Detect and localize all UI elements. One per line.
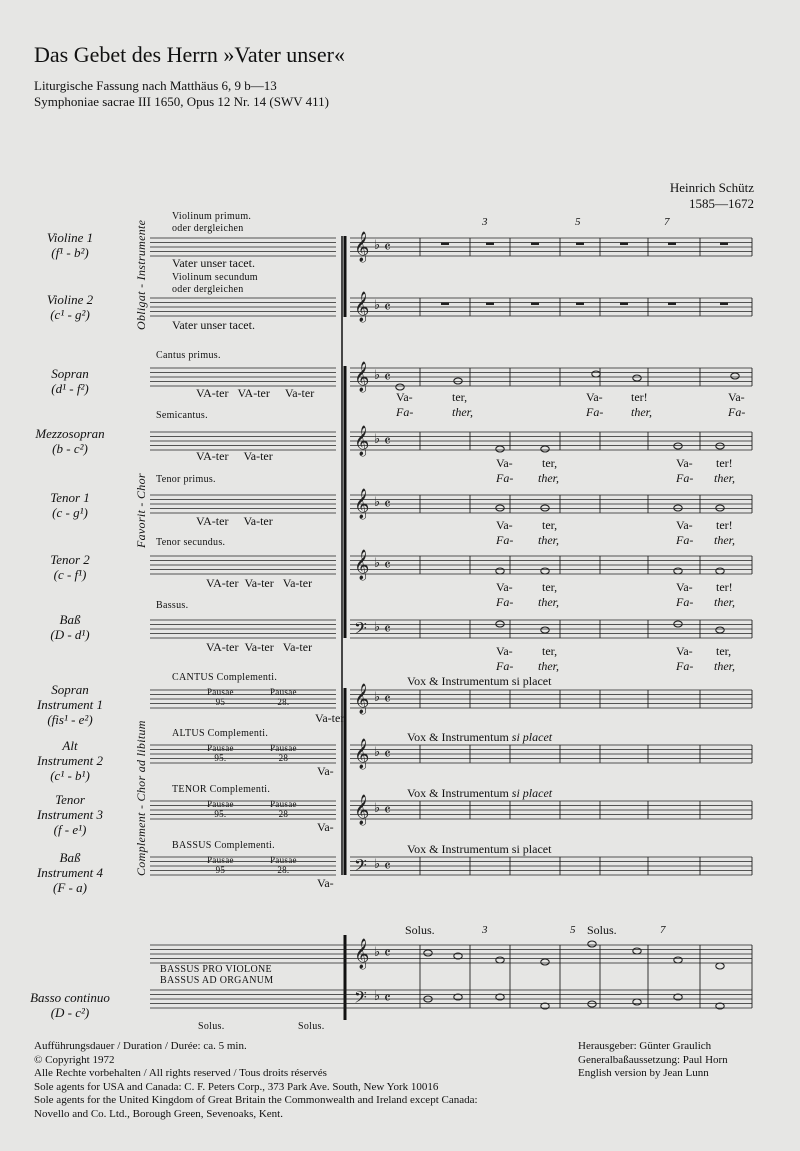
incipit-tenor2: Tenor secundus.	[156, 537, 226, 548]
incipit-soprano: Cantus primus.	[156, 350, 221, 361]
time-bc-bass: 𝄴	[384, 989, 391, 1007]
key-flat-mezzosopran: ♭	[374, 432, 381, 447]
incipit-c3-lyric-va: Va-	[317, 820, 334, 834]
editor: Herausgeber: Günter Graulich	[578, 1040, 712, 1052]
note-m-3	[674, 443, 682, 449]
pausae-c3-b: Pausae 28	[270, 799, 297, 819]
incipit-v1-b: oder dergleichen	[172, 223, 244, 234]
bc-solus-label-2: Solus.	[587, 923, 617, 937]
time-sig-tenor-1: 𝄴	[384, 495, 391, 513]
lyric-t2-ther-2: ther,	[714, 595, 735, 609]
note-bc-t-1	[424, 950, 432, 956]
key-flat-compl-2: ♭	[374, 745, 381, 760]
lyric-t2-ter: ter,	[542, 580, 558, 594]
lyric-t2-ther: ther,	[538, 595, 559, 609]
duration: Aufführungsdauer / Duration / Durée: ca. 5 min.	[34, 1040, 247, 1052]
lyric-m-va: Va-	[496, 456, 513, 470]
note-bc-b-6	[633, 999, 641, 1005]
lyric-s-fa-2: Fa-	[586, 405, 604, 419]
note-bc-t-5	[588, 941, 596, 947]
note-t2-2	[541, 568, 549, 574]
note-t2-1	[496, 568, 504, 574]
rest-violine-1-5	[668, 243, 676, 246]
rest-violine-1-6	[720, 243, 728, 246]
group-favorit: Favorit - Chor	[134, 473, 148, 548]
note-b-3	[674, 621, 682, 627]
note-bc-t-7	[674, 957, 682, 963]
vox-c3: Vox & Instrumentum si placet	[407, 786, 553, 800]
lyric-t1-fa-2: Fa-	[676, 533, 694, 547]
instrument-bass: Baß (D - d¹)	[50, 612, 90, 642]
instrument-tenor-2: Tenor 2 (c - f¹)	[50, 552, 90, 582]
incipit-v1-a: Violinum primum.	[172, 211, 252, 222]
group-obligat: Obligat - Instrumente	[134, 219, 148, 330]
instrument-mezzosopran: Mezzosopran (b - c²)	[35, 426, 105, 456]
note-s-4	[633, 375, 641, 381]
lyric-s-ther: ther,	[452, 405, 473, 419]
bass-realization: Generalbaßaussetzung: Paul Horn	[578, 1053, 728, 1066]
incipit-mezzo: Semicantus.	[156, 410, 208, 421]
rest-violine-2-1	[486, 303, 494, 306]
instrument-violine-1: Violine 1 (f¹ - b²)	[46, 230, 94, 260]
agents-usa: Sole agents for USA and Canada: C. F. Peters Corp., 373 Park Ave. South, New York 10016	[34, 1080, 439, 1093]
incipit-tenor1: Tenor primus.	[156, 474, 216, 485]
lyric-m-fa-2: Fa-	[676, 471, 694, 485]
lyric-s-ter: ter,	[452, 390, 468, 404]
rest-violine-2-2	[531, 303, 539, 306]
pausae-c1-a: Pausae 95	[207, 687, 234, 707]
note-s-5	[731, 373, 739, 379]
note-b-4	[716, 627, 724, 633]
clef-bass: 𝄢	[354, 618, 367, 642]
incipit-c2: ALTUS Complementi.	[172, 728, 269, 739]
note-t2-4	[716, 568, 724, 574]
incipit-bc-2: BASSUS AD ORGANUM	[160, 975, 274, 986]
note-b-2	[541, 627, 549, 633]
copyright: © Copyright 1972	[34, 1053, 115, 1066]
note-m-2	[541, 446, 549, 452]
measure-number-3: 3	[482, 216, 488, 228]
instrument-basso-continuo: Basso continuo (D - c²)	[30, 990, 110, 1020]
clef-compl-1: 𝄞	[354, 684, 370, 714]
lyric-b-ter-2: ter,	[716, 644, 732, 658]
lyric-s-fa: Fa-	[396, 405, 414, 419]
lyric-m-ther-2: ther,	[714, 471, 735, 485]
lyric-b-va-2: Va-	[676, 644, 693, 658]
rest-violine-1-2	[531, 243, 539, 246]
lyric-s-va-3: Va-	[728, 390, 745, 404]
clef-tenor-1: 𝄞	[354, 489, 370, 519]
incipit-c4-lyric-va: Va-	[317, 876, 334, 890]
note-b-1	[496, 621, 504, 627]
lyric-t1-ther-2: ther,	[714, 533, 735, 547]
incipit-v2-b: oder dergleichen	[172, 284, 244, 295]
key-flat-violine-2: ♭	[374, 298, 381, 313]
key-flat-compl-4: ♭	[374, 857, 381, 872]
clef-compl-4: 𝄢	[354, 855, 367, 879]
pausae-c4-b: Pausae 28.	[270, 855, 297, 875]
agents-uk: Sole agents for the United Kingdom of Great Britain the Commonwealth and Ireland except Canada:	[34, 1094, 478, 1106]
instrument-bass-4: Baß Instrument 4 (F - a)	[36, 850, 104, 895]
key-flat-tenor-1: ♭	[374, 495, 381, 510]
time-sig-bass: 𝄴	[384, 620, 391, 638]
lyric-t2-ter-2: ter!	[716, 580, 733, 594]
rest-violine-1-0	[441, 243, 449, 246]
pausae-c2-a: Pausae 95.	[207, 743, 234, 763]
subtitle-source: Liturgische Fassung nach Matthäus 6, 9 b—13	[34, 78, 277, 93]
incipit-lyric-t1: VA-ter Va-ter	[196, 514, 273, 528]
rest-violine-2-6	[720, 303, 728, 306]
key-flat-sopran: ♭	[374, 368, 381, 383]
instrument-sopran-1: Sopran Instrument 1 (fis¹ - e²)	[36, 682, 104, 727]
lyric-s-ter-2: ter!	[631, 390, 648, 404]
time-sig-violine-2: 𝄴	[384, 298, 391, 316]
rest-violine-1-4	[620, 243, 628, 246]
measure-number-5: 5	[575, 216, 581, 228]
incipit-bc-1: BASSUS PRO VIOLONE	[160, 964, 272, 975]
time-sig-compl-2: 𝄴	[384, 745, 391, 763]
rest-violine-1-1	[486, 243, 494, 246]
clef-bc-treble: 𝄞	[354, 939, 370, 969]
vox-c1: Vox & Instrumentum si placet	[407, 674, 552, 688]
note-t1-3	[674, 505, 682, 511]
footer-left	[34, 1040, 478, 1121]
incipit-lyric-b: VA-ter Va-ter Va-ter	[206, 640, 313, 654]
note-bc-t-6	[633, 948, 641, 954]
key-flat-violine-1: ♭	[374, 238, 381, 253]
time-sig-mezzosopran: 𝄴	[384, 432, 391, 450]
incipit-bc-solus: Solus.	[198, 1021, 225, 1032]
incipit-lyric-m: VA-ter Va-ter	[196, 449, 273, 463]
subtitle-opus: Symphoniae sacrae III 1650, Opus 12 Nr. 14 (SWV 411)	[34, 94, 329, 109]
pausae-c1-b: Pausae 28.	[270, 687, 297, 707]
lyric-t2-fa-2: Fa-	[676, 595, 694, 609]
key-bc-treble: ♭	[374, 945, 381, 960]
measure-number-7: 7	[664, 216, 670, 228]
pausae-c4-a: Pausae 95	[207, 855, 234, 875]
key-flat-tenor-2: ♭	[374, 556, 381, 571]
lyric-b-fa: Fa-	[496, 659, 514, 673]
rest-violine-2-0	[441, 303, 449, 306]
note-s-3	[592, 371, 600, 377]
lyric-m-fa: Fa-	[496, 471, 514, 485]
bc-measure-number-5: 5	[570, 924, 576, 936]
clef-sopran: 𝄞	[354, 362, 370, 392]
lyric-t2-va: Va-	[496, 580, 513, 594]
key-flat-bass: ♭	[374, 620, 381, 635]
time-bc-treble: 𝄴	[384, 944, 391, 962]
lyric-m-ther: ther,	[538, 471, 559, 485]
lyric-m-ter-2: ter!	[716, 456, 733, 470]
lyric-s-va-2: Va-	[586, 390, 603, 404]
incipit-bass: Bassus.	[156, 600, 189, 611]
lyric-t2-fa: Fa-	[496, 595, 514, 609]
note-t1-4	[716, 505, 724, 511]
composer-name: Heinrich Schütz	[669, 180, 754, 195]
incipit-c1: CANTUS Complementi.	[172, 672, 278, 683]
bc-measure-number-3: 3	[482, 924, 488, 936]
note-t2-3	[674, 568, 682, 574]
rest-violine-1-3	[576, 243, 584, 246]
agents-uk-2: Novello and Co. Ltd., Borough Green, Sevenoaks, Kent.	[34, 1107, 283, 1120]
clef-bc-bass: 𝄢	[354, 987, 367, 1011]
clef-violine-2: 𝄞	[354, 292, 370, 322]
vox-c2: Vox & Instrumentum si placet	[407, 730, 553, 744]
instrument-tenor-1: Tenor 1 (c - g¹)	[50, 490, 90, 520]
english-version: English version by Jean Lunn	[578, 1067, 709, 1079]
clef-compl-3: 𝄞	[354, 795, 370, 825]
note-m-1	[496, 446, 504, 452]
lyric-t1-ter-2: ter!	[716, 518, 733, 532]
incipit-c1-lyric: Va-ter	[315, 711, 345, 725]
note-m-4	[716, 443, 724, 449]
incipit-lyric-t2: VA-ter Va-ter Va-ter	[206, 576, 313, 590]
time-sig-tenor-2: 𝄴	[384, 556, 391, 574]
instrument-alt-2: Alt Instrument 2 (c¹ - b¹)	[36, 738, 104, 783]
rest-violine-2-3	[576, 303, 584, 306]
incipit-bc-solus-2: Solus.	[298, 1021, 325, 1032]
clef-mezzosopran: 𝄞	[354, 426, 370, 456]
bc-solus-label: Solus.	[405, 923, 435, 937]
note-s-2	[454, 378, 462, 384]
lyric-b-ther-2: ther,	[714, 659, 735, 673]
lyric-t1-va: Va-	[496, 518, 513, 532]
incipit-c2-lyric-va: Va-	[317, 764, 334, 778]
incipit-v2-c: Vater unser tacet.	[172, 318, 255, 332]
lyric-m-va-2: Va-	[676, 456, 693, 470]
footer-right	[578, 1040, 728, 1081]
composer-dates: 1585—1672	[689, 196, 754, 211]
note-bc-t-3	[496, 957, 504, 963]
incipit-c3: TENOR Complementi.	[172, 784, 271, 795]
incipit-lyric-s: VA-ter VA-ter Va-ter	[196, 386, 315, 400]
incipit-v2-a: Violinum secundum	[172, 272, 258, 283]
time-sig-compl-4: 𝄴	[384, 857, 391, 875]
lyric-b-ther: ther,	[538, 659, 559, 673]
lyric-t2-va-2: Va-	[676, 580, 693, 594]
pausae-c2-b: Pausae 28	[270, 743, 297, 763]
note-bc-b-5	[588, 1001, 596, 1007]
lyric-s-ther-2: ther,	[631, 405, 652, 419]
lyric-t1-ter: ter,	[542, 518, 558, 532]
bc-measure-number-7: 7	[660, 924, 666, 936]
lyric-t1-va-2: Va-	[676, 518, 693, 532]
lyric-b-va: Va-	[496, 644, 513, 658]
incipit-v1-c: Vater unser tacet.	[172, 256, 255, 270]
time-sig-sopran: 𝄴	[384, 368, 391, 386]
key-flat-compl-3: ♭	[374, 801, 381, 816]
clef-violine-1: 𝄞	[354, 232, 370, 262]
time-sig-compl-3: 𝄴	[384, 801, 391, 819]
lyric-m-ter: ter,	[542, 456, 558, 470]
rest-violine-2-5	[668, 303, 676, 306]
clef-tenor-2: 𝄞	[354, 550, 370, 580]
instrument-violine-2: Violine 2 (c¹ - g²)	[46, 292, 94, 322]
key-flat-compl-1: ♭	[374, 690, 381, 705]
lyric-b-fa-2: Fa-	[676, 659, 694, 673]
instrument-tenor-3: Tenor Instrument 3 (f - e¹)	[36, 792, 104, 837]
incipit-c4: BASSUS Complementi.	[172, 840, 275, 851]
note-s-1	[396, 384, 404, 390]
lyric-s-fa-3: Fa-	[728, 405, 746, 419]
lyric-t1-ther: ther,	[538, 533, 559, 547]
vox-c4: Vox & Instrumentum si placet	[407, 842, 552, 856]
key-bc-bass: ♭	[374, 989, 381, 1004]
time-sig-violine-1: 𝄴	[384, 238, 391, 256]
instrument-sopran: Sopran (d¹ - f²)	[51, 366, 89, 396]
lyric-t1-fa: Fa-	[496, 533, 514, 547]
time-sig-compl-1: 𝄴	[384, 690, 391, 708]
note-bc-t-4	[541, 959, 549, 965]
note-t1-1	[496, 505, 504, 511]
lyric-s-va: Va-	[396, 390, 413, 404]
lyric-b-ter: ter,	[542, 644, 558, 658]
note-bc-t-8	[716, 963, 724, 969]
clef-compl-2: 𝄞	[354, 739, 370, 769]
rest-violine-2-4	[620, 303, 628, 306]
page-title: Das Gebet des Herrn »Vater unser«	[34, 42, 345, 67]
note-t1-2	[541, 505, 549, 511]
pausae-c3-a: Pausae 95.	[207, 799, 234, 819]
rights: Alle Rechte vorbehalten / All rights reserved / Tous droits réservés	[34, 1067, 327, 1079]
group-complement: Complement - Chor ad libitum	[134, 720, 148, 876]
